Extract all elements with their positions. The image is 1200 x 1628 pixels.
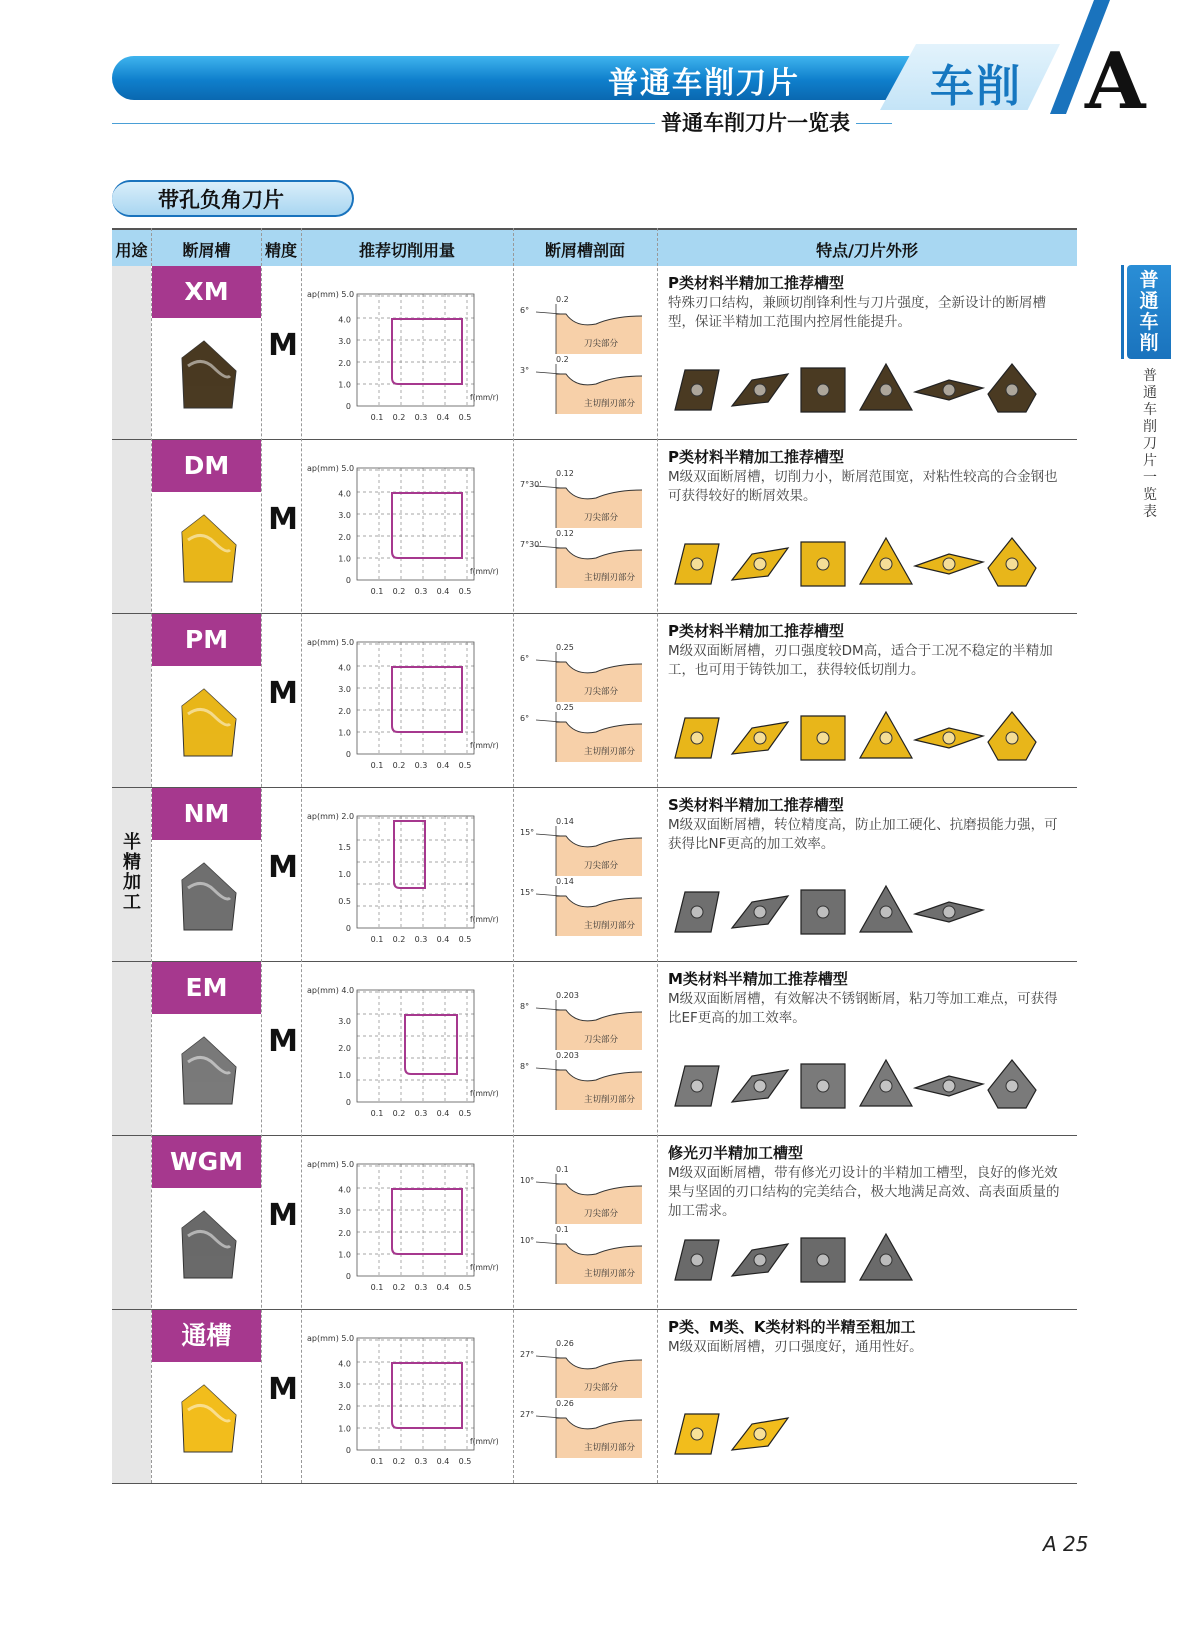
insert-image	[174, 858, 244, 933]
svg-text:0.203: 0.203	[556, 991, 579, 1000]
table-row	[112, 1136, 1077, 1310]
svg-text:0.1: 0.1	[370, 587, 384, 596]
insert-shapes-gallery	[662, 352, 1072, 422]
svg-text:0.5: 0.5	[458, 587, 472, 596]
svg-text:27°: 27°	[520, 1350, 535, 1359]
svg-text:0.5: 0.5	[458, 1457, 472, 1466]
groove-code: NM	[152, 788, 261, 840]
svg-text:1.0: 1.0	[338, 1424, 351, 1434]
insert-image	[174, 336, 244, 411]
svg-text:3.0: 3.0	[338, 1207, 351, 1217]
svg-text:2.0: 2.0	[338, 1402, 351, 1412]
svg-text:8°: 8°	[520, 1062, 530, 1071]
cutting-range-chart	[302, 1318, 512, 1478]
chipbreaker-section-drawing	[514, 1144, 654, 1304]
svg-text:0.2: 0.2	[392, 1457, 406, 1466]
svg-text:0.3: 0.3	[414, 1283, 428, 1292]
svg-text:ap(mm) 5.0: ap(mm) 5.0	[307, 290, 355, 299]
insert-shapes-gallery	[662, 526, 1072, 596]
chipbreaker-section-drawing	[514, 1318, 654, 1478]
chipbreaker-section-drawing	[514, 274, 654, 434]
side-tab-marker	[1121, 265, 1124, 359]
table-row	[112, 440, 1077, 614]
insert-image	[174, 1206, 244, 1281]
svg-text:0.203: 0.203	[556, 1051, 579, 1060]
insert-shapes-gallery	[662, 1222, 1072, 1292]
svg-text:0.5: 0.5	[338, 897, 351, 906]
svg-text:2.0: 2.0	[338, 358, 351, 368]
page-number: A 25	[1043, 1532, 1089, 1556]
feature-title: 修光刃半精加工槽型	[668, 1144, 804, 1162]
svg-text:主切削刃部分: 主切削刃部分	[584, 747, 636, 757]
svg-text:0.5: 0.5	[458, 1109, 472, 1118]
svg-text:刀尖部分: 刀尖部分	[584, 861, 619, 871]
table-header	[112, 228, 1077, 266]
svg-text:1.5: 1.5	[338, 843, 351, 852]
svg-text:0: 0	[345, 1446, 351, 1455]
svg-text:3.0: 3.0	[338, 1017, 351, 1026]
groove-code: 通槽	[152, 1310, 261, 1362]
insert-shapes-gallery	[662, 874, 1072, 944]
col-header-section: 断屑槽剖面	[544, 241, 625, 260]
svg-text:4.0: 4.0	[338, 1359, 351, 1369]
svg-text:4.0: 4.0	[338, 663, 351, 673]
grade-label: M	[268, 1024, 298, 1059]
feature-description: M级双面断屑槽，转位精度高，防止加工硬化、抗磨损能力强，可获得比NF更高的加工效率。	[668, 817, 1058, 852]
svg-text:0.3: 0.3	[414, 935, 428, 944]
col-header-grade: 精度	[264, 241, 297, 260]
column-divider	[301, 228, 302, 1483]
svg-text:f(mm/r): f(mm/r)	[470, 1263, 499, 1272]
svg-text:0.1: 0.1	[370, 1283, 384, 1292]
svg-text:0.1: 0.1	[370, 1457, 384, 1466]
svg-text:8°: 8°	[520, 1002, 530, 1011]
groove-code: PM	[152, 614, 261, 666]
feature-title: M类材料半精加工推荐槽型	[668, 970, 848, 988]
svg-text:f(mm/r): f(mm/r)	[470, 1437, 499, 1446]
svg-text:ap(mm) 5.0: ap(mm) 5.0	[307, 464, 355, 473]
grade-label: M	[268, 1372, 298, 1407]
svg-text:刀尖部分: 刀尖部分	[584, 339, 619, 349]
svg-text:ap(mm) 5.0: ap(mm) 5.0	[307, 638, 355, 647]
svg-text:0.5: 0.5	[458, 413, 472, 422]
svg-text:0.26: 0.26	[556, 1339, 574, 1348]
insert-image	[174, 684, 244, 759]
svg-text:0.3: 0.3	[414, 1109, 428, 1118]
table-row	[112, 962, 1077, 1136]
svg-text:f(mm/r): f(mm/r)	[470, 1089, 499, 1098]
feature-description: M级双面断屑槽，刃口强度好，通用性好。	[668, 1339, 923, 1355]
grade-label: M	[268, 328, 298, 363]
grade-label: M	[268, 676, 298, 711]
svg-text:ap(mm) 5.0: ap(mm) 5.0	[307, 1334, 355, 1343]
column-divider	[261, 228, 262, 1483]
feature-description: M级双面断屑槽，切削力小，断屑范围宽，对粘性较高的合金钢也可获得较好的断屑效果。	[668, 469, 1058, 504]
svg-text:3.0: 3.0	[338, 511, 351, 521]
svg-text:0: 0	[345, 576, 351, 585]
svg-text:0.1: 0.1	[556, 1165, 569, 1174]
chipbreaker-section-drawing	[514, 796, 654, 956]
use-label: 半精加工	[123, 832, 141, 913]
svg-text:主切削刃部分: 主切削刃部分	[584, 921, 636, 931]
svg-text:4.0: 4.0	[338, 1185, 351, 1195]
table-row	[112, 1310, 1077, 1484]
cutting-range-chart	[302, 622, 512, 782]
svg-text:4.0: 4.0	[338, 489, 351, 499]
column-divider	[657, 228, 658, 1483]
svg-text:0: 0	[345, 924, 351, 933]
side-tab-label: 普通车削	[1139, 269, 1159, 354]
svg-text:1.0: 1.0	[338, 554, 351, 564]
svg-text:主切削刃部分: 主切削刃部分	[584, 1443, 636, 1453]
feature-description: M级双面断屑槽，有效解决不锈钢断屑，粘刀等加工难点，可获得比EF更高的加工效率。	[668, 991, 1058, 1026]
svg-text:0.2: 0.2	[392, 1109, 406, 1118]
svg-text:0.2: 0.2	[556, 295, 569, 304]
svg-text:0.25: 0.25	[556, 643, 574, 652]
cutting-range-chart	[302, 274, 512, 434]
svg-text:ap(mm) 5.0: ap(mm) 5.0	[307, 1160, 355, 1169]
feature-description: M级双面断屑槽，带有修光刃设计的半精加工槽型，良好的修光效果与坚固的刃口结构的完美结合，极大地满足高效、高表面质量的加工需求。	[668, 1165, 1060, 1219]
svg-text:f(mm/r): f(mm/r)	[470, 915, 499, 924]
svg-text:1.0: 1.0	[338, 870, 351, 879]
grade-label: M	[268, 1198, 298, 1233]
insert-image	[174, 1032, 244, 1107]
svg-text:10°: 10°	[520, 1236, 535, 1245]
svg-text:1.0: 1.0	[338, 1250, 351, 1260]
svg-text:0.2: 0.2	[392, 413, 406, 422]
svg-text:0.12: 0.12	[556, 529, 574, 538]
table-row	[112, 614, 1077, 788]
svg-text:主切削刃部分: 主切削刃部分	[584, 573, 636, 583]
feature-title: P类材料半精加工推荐槽型	[668, 622, 844, 640]
svg-text:0.4: 0.4	[436, 935, 450, 944]
insert-image	[174, 1380, 244, 1455]
svg-text:0.1: 0.1	[370, 1109, 384, 1118]
col-header-cutting: 推荐切削用量	[358, 241, 455, 260]
svg-text:ap(mm) 4.0: ap(mm) 4.0	[307, 986, 355, 995]
svg-text:2.0: 2.0	[338, 1044, 351, 1053]
svg-text:0.5: 0.5	[458, 761, 472, 770]
svg-text:0.5: 0.5	[458, 935, 472, 944]
insert-shapes-gallery	[662, 1396, 1072, 1466]
insert-shapes-gallery	[662, 700, 1072, 770]
svg-text:1.0: 1.0	[338, 1071, 351, 1080]
chapter-letter: A	[1085, 36, 1146, 127]
grade-label: M	[268, 850, 298, 885]
svg-text:15°: 15°	[520, 888, 535, 897]
svg-text:3.0: 3.0	[338, 337, 351, 347]
feature-title: P类、M类、K类材料的半精至粗加工	[668, 1318, 916, 1336]
svg-text:2.0: 2.0	[338, 532, 351, 542]
svg-text:0.1: 0.1	[370, 935, 384, 944]
svg-text:0.2: 0.2	[392, 761, 406, 770]
feature-title: S类材料半精加工推荐槽型	[668, 796, 844, 814]
grade-label: M	[268, 502, 298, 537]
col-header-groove: 断屑槽	[182, 241, 231, 260]
svg-text:0.2: 0.2	[392, 587, 406, 596]
groove-code: XM	[152, 266, 261, 318]
svg-text:0.3: 0.3	[414, 761, 428, 770]
column-divider	[151, 228, 152, 1483]
svg-text:3.0: 3.0	[338, 1381, 351, 1391]
svg-text:10°: 10°	[520, 1176, 535, 1185]
cutting-range-chart	[302, 448, 512, 608]
svg-text:刀尖部分: 刀尖部分	[584, 513, 619, 523]
svg-text:刀尖部分: 刀尖部分	[584, 1383, 619, 1393]
table-row	[112, 788, 1077, 962]
svg-text:6°: 6°	[520, 714, 530, 723]
svg-text:2.0: 2.0	[338, 1228, 351, 1238]
svg-text:主切削刃部分: 主切削刃部分	[584, 399, 636, 409]
svg-text:主切削刃部分: 主切削刃部分	[584, 1095, 636, 1105]
table-row	[112, 266, 1077, 440]
svg-text:0.25: 0.25	[556, 703, 574, 712]
svg-text:0.5: 0.5	[458, 1283, 472, 1292]
chipbreaker-section-drawing	[514, 622, 654, 782]
feature-title: P类材料半精加工推荐槽型	[668, 448, 844, 466]
svg-text:0.3: 0.3	[414, 1457, 428, 1466]
svg-text:0: 0	[345, 1272, 351, 1281]
svg-text:0.4: 0.4	[436, 1457, 450, 1466]
groove-code: EM	[152, 962, 261, 1014]
insert-shapes-gallery	[662, 1048, 1072, 1118]
svg-text:0.4: 0.4	[436, 761, 450, 770]
svg-text:f(mm/r): f(mm/r)	[470, 393, 499, 402]
svg-text:0.14: 0.14	[556, 817, 574, 826]
svg-text:6°: 6°	[520, 654, 530, 663]
svg-text:0: 0	[345, 1098, 351, 1107]
svg-text:ap(mm) 2.0: ap(mm) 2.0	[307, 812, 355, 821]
feature-description: 特殊刃口结构，兼顾切削锋利性与刀片强度，全新设计的断屑槽型，保证半精加工范围内控屑性能提升。	[668, 295, 1046, 330]
groove-code: DM	[152, 440, 261, 492]
svg-text:0.3: 0.3	[414, 413, 428, 422]
svg-text:0.2: 0.2	[556, 355, 569, 364]
side-tab-sublabel: 普通车削刀片一览表	[1143, 368, 1157, 520]
svg-text:0: 0	[345, 402, 351, 411]
groove-code: WGM	[152, 1136, 261, 1188]
svg-text:0.1: 0.1	[370, 413, 384, 422]
cutting-range-chart	[302, 970, 512, 1130]
svg-text:f(mm/r): f(mm/r)	[470, 567, 499, 576]
insert-image	[174, 510, 244, 585]
chipbreaker-section-drawing	[514, 448, 654, 608]
svg-text:刀尖部分: 刀尖部分	[584, 687, 619, 697]
column-divider	[513, 228, 514, 1483]
feature-description: M级双面断屑槽，刃口强度较DM高，适合于工况不稳定的半精加工，也可用于铸铁加工，获得较低切削力。	[668, 643, 1053, 678]
svg-text:27°: 27°	[520, 1410, 535, 1419]
svg-text:0: 0	[345, 750, 351, 759]
svg-text:0.2: 0.2	[392, 1283, 406, 1292]
svg-text:0.4: 0.4	[436, 413, 450, 422]
svg-text:f(mm/r): f(mm/r)	[470, 741, 499, 750]
svg-text:刀尖部分: 刀尖部分	[584, 1035, 619, 1045]
svg-text:0.4: 0.4	[436, 1109, 450, 1118]
svg-text:0.2: 0.2	[392, 935, 406, 944]
svg-text:3°: 3°	[520, 366, 530, 375]
svg-text:0.26: 0.26	[556, 1399, 574, 1408]
section-title: 带孔负角刀片	[158, 188, 284, 212]
svg-text:刀尖部分: 刀尖部分	[584, 1209, 619, 1219]
svg-text:0.4: 0.4	[436, 1283, 450, 1292]
svg-text:6°: 6°	[520, 306, 530, 315]
header-tab: 车削	[930, 61, 1022, 112]
header-subtitle: 普通车削刀片一览表	[655, 107, 856, 137]
svg-text:2.0: 2.0	[338, 706, 351, 716]
col-header-features: 特点/刀片外形	[816, 241, 918, 260]
svg-text:0.1: 0.1	[556, 1225, 569, 1234]
svg-text:7°30': 7°30'	[520, 540, 542, 549]
svg-text:7°30': 7°30'	[520, 480, 542, 489]
svg-text:主切削刃部分: 主切削刃部分	[584, 1269, 636, 1279]
col-header-use: 用途	[115, 241, 148, 260]
svg-text:3.0: 3.0	[338, 685, 351, 695]
feature-title: P类材料半精加工推荐槽型	[668, 274, 844, 292]
svg-text:0.14: 0.14	[556, 877, 574, 886]
svg-text:4.0: 4.0	[338, 315, 351, 325]
cutting-range-chart	[302, 796, 512, 956]
svg-text:1.0: 1.0	[338, 728, 351, 738]
svg-text:0.4: 0.4	[436, 587, 450, 596]
svg-text:0.12: 0.12	[556, 469, 574, 478]
header-title: 普通车削刀片	[608, 66, 800, 101]
svg-text:15°: 15°	[520, 828, 535, 837]
cutting-range-chart	[302, 1144, 512, 1304]
chipbreaker-section-drawing	[514, 970, 654, 1130]
svg-text:1.0: 1.0	[338, 380, 351, 390]
svg-text:0.3: 0.3	[414, 587, 428, 596]
svg-text:0.1: 0.1	[370, 761, 384, 770]
